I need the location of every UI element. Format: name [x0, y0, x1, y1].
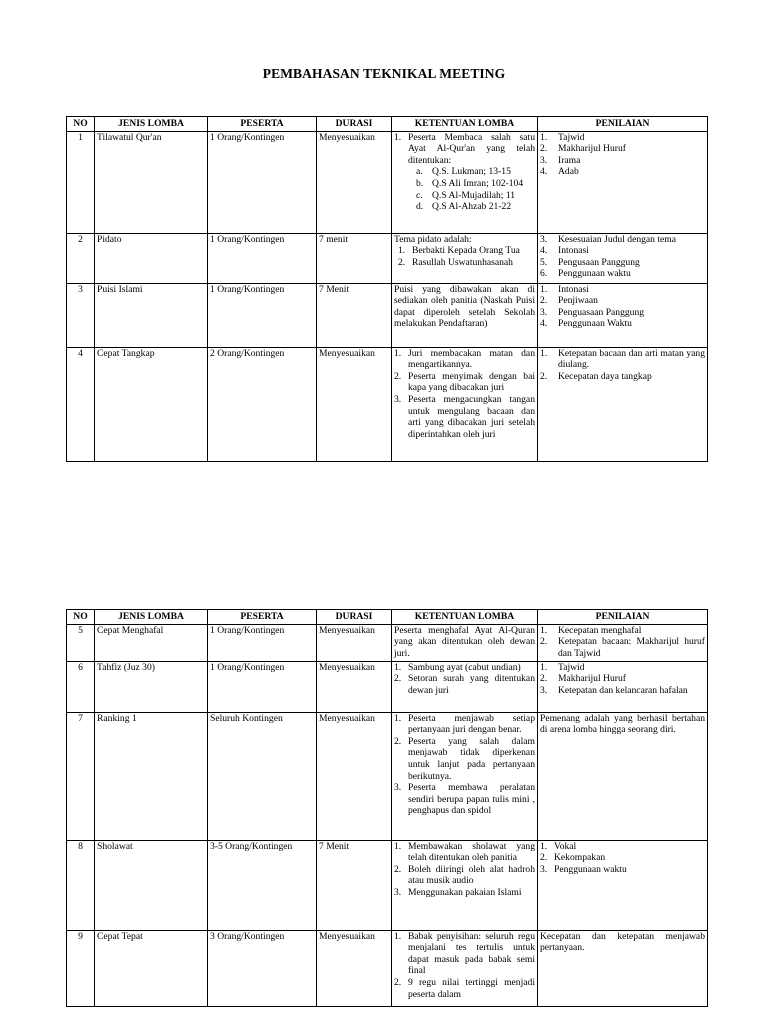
cell-peserta: 1 Orang/Kontingen [208, 661, 317, 712]
list-item: Q.S. Lukman; 13-15 [432, 166, 511, 178]
header-penilaian: PENILAIAN [538, 610, 708, 625]
cell-penilaian [538, 347, 708, 461]
list-item: Irama [558, 154, 581, 166]
cell-jenis: Puisi Islami [95, 283, 208, 347]
cell-jenis: Tahfiz (Juz 30) [95, 661, 208, 712]
cell-penilaian: Pemenang adalah yang berhasil bertahan di arena lomba hingga seorang diri. [538, 712, 708, 840]
cell-ketentuan: Peserta menghafal Ayat Al-Quran yang akan ditentukan oleh dewan juri. [392, 624, 538, 661]
list-item: Adab [558, 166, 579, 178]
list-item: Penggunaan waktu [554, 863, 627, 875]
list-item: Vokal [554, 840, 577, 852]
cell-no: 8 [67, 840, 95, 930]
page-title: PEMBAHASAN TEKNIKAL MEETING [262, 66, 506, 81]
list-item: Berbakti Kepada Orang Tua [412, 245, 520, 257]
table-row [67, 712, 708, 840]
cell-durasi: Menyesuaikan [317, 131, 392, 233]
cell-durasi: 7 menit [317, 233, 392, 283]
list-item: Peserta yang salah dalam menjawab tidak diperkenan untuk lanjut pada pertanyaan berikutnya. [408, 735, 535, 782]
list-item: Penguasaan Panggung [558, 306, 645, 318]
header-penilaian: PENILAIAN [538, 117, 708, 132]
list-item: Tajwid [558, 661, 585, 673]
cell-jenis: Ranking 1 [95, 712, 208, 840]
cell-jenis: Pidato [95, 233, 208, 283]
cell-durasi: Menyesuaikan [317, 712, 392, 840]
competition-table-2 [66, 609, 708, 1007]
table-header [67, 117, 708, 132]
cell-no: 1 [67, 131, 95, 233]
cell-penilaian [538, 661, 708, 712]
cell-jenis: Cepat Tangkap [95, 347, 208, 461]
cell-penilaian [538, 840, 708, 930]
list-item: Makharijul Huruf [558, 143, 626, 155]
list-item: Kecepatan menghafal [558, 624, 642, 636]
list-item: Menggunakan pakaian Islami [408, 886, 522, 898]
list-item: Rasullah Uswatunhasanah [412, 256, 513, 268]
cell-durasi: Menyesuaikan [317, 624, 392, 661]
cell-ketentuan [392, 712, 538, 840]
cell-durasi: Menyesuaikan [317, 347, 392, 461]
header-no: NO [67, 117, 95, 132]
table-row [67, 131, 708, 233]
list-item: Setoran surah yang ditentukan dewan juri [408, 673, 535, 696]
list-item: • 4. Intonasi [540, 245, 705, 257]
list-item: Q.S Al-Ahzab 21-22 [432, 201, 512, 213]
ketentuan-intro: Tema pidato adalah: [394, 233, 472, 245]
list-item: Penjiwaan [558, 295, 598, 307]
cell-ketentuan [392, 930, 538, 1006]
cell-no: 7 [67, 712, 95, 840]
table-row [67, 661, 708, 712]
list-item: Q.S Al-Mujadilah; 11 [432, 189, 516, 201]
cell-no: 3 [67, 283, 95, 347]
cell-no: 9 [67, 930, 95, 1006]
cell-peserta: 3 Orang/Kontingen [208, 930, 317, 1006]
cell-penilaian [538, 233, 708, 283]
cell-jenis: Sholawat [95, 840, 208, 930]
table-header [67, 610, 708, 625]
list-item: Peserta menyimak dengan bai kapa yang dibacakan juri [408, 370, 535, 394]
table-row [67, 347, 708, 461]
list-item: Kekompakan [554, 852, 606, 864]
cell-durasi: Menyesuaikan [317, 930, 392, 1006]
cell-ketentuan [392, 131, 538, 233]
header-peserta: PESERTA [208, 610, 317, 625]
cell-peserta: 1 Orang/Kontingen [208, 131, 317, 233]
list-item: Intonasi [558, 283, 589, 295]
cell-peserta: 1 Orang/Kontingen [208, 624, 317, 661]
cell-ketentuan: Puisi yang dibawakan akan di sediakan oleh panitia (Naskah Puisi dapat diperoleh setelah Sekolah melakukan Pendaftaran) [392, 283, 538, 347]
list-item: Babak penyisihan: seluruh regu menjalani tes tertulis untuk dapat masuk pada babak semi final [408, 930, 535, 977]
cell-durasi: Menyesuaikan [317, 661, 392, 712]
cell-no: 4 [67, 347, 95, 461]
cell-peserta: 2 Orang/Kontingen [208, 347, 317, 461]
list-item: Makharijul Huruf [558, 673, 626, 685]
header-jenis-lomba: JENIS LOMBA [95, 610, 208, 625]
cell-ketentuan [392, 347, 538, 461]
table-row [67, 233, 708, 283]
header-ketentuan-lomba: KETENTUAN LOMBA [392, 610, 538, 625]
cell-penilaian [538, 283, 708, 347]
cell-ketentuan [392, 233, 538, 283]
cell-penilaian [538, 624, 708, 661]
cell-peserta: 1 Orang/Kontingen [208, 233, 317, 283]
header-ketentuan-lomba: KETENTUAN LOMBA [392, 117, 538, 132]
list-item: Ketepatan bacaan: Makharijul huruf dan Tajwid [558, 636, 705, 659]
table-row [67, 283, 708, 347]
list-item: Peserta menjawab setiap pertanyaan juri dengan benar. [408, 712, 535, 736]
cell-penilaian [538, 131, 708, 233]
cell-penilaian: Kecepatan dan ketepatan menjawab pertanyaan. [538, 930, 708, 1006]
list-item: Peserta Membaca salah satu Ayat Al-Qur'an yang telah ditentukan: [408, 131, 535, 166]
list-item: Boleh diiringi oleh alat hadroh atau musik audio [408, 863, 535, 887]
list-item: • 3. Kesesuaian Judul dengan tema [540, 234, 705, 246]
cell-ketentuan [392, 840, 538, 930]
list-item: • 5. Pengusaan Panggung [540, 257, 705, 269]
list-item: Kecepatan daya tangkap [558, 370, 652, 382]
list-item: • 6. Penggunaan waktu [540, 268, 705, 280]
list-item: Membawakan sholawat yang telah ditentukan oleh panitia [408, 840, 535, 864]
cell-no: 2 [67, 233, 95, 283]
cell-durasi: 7 Menit [317, 840, 392, 930]
list-item: Ketepatan bacaan dan arti matan yang diulang. [558, 347, 705, 371]
list-item: 9 regu nilai tertinggi menjadi peserta dalam [408, 976, 535, 1000]
cell-jenis: Cepat Menghafal [95, 624, 208, 661]
competition-table-1 [66, 116, 708, 462]
list-item: Sambung ayat (cabut undian) [408, 661, 521, 673]
table-row [67, 624, 708, 661]
list-item: Penggunaan Waktu [558, 318, 632, 330]
cell-peserta: 1 Orang/Kontingen [208, 283, 317, 347]
cell-no: 5 [67, 624, 95, 661]
cell-jenis: Cepat Tepat [95, 930, 208, 1006]
list-item: Peserta membawa peralatan sendiri berupa papan tulis mini , penghapus dan spidol [408, 782, 535, 817]
header-durasi: DURASI [317, 117, 392, 132]
table-row [67, 840, 708, 930]
list-item: Q.S Ali Imran; 102-104 [432, 177, 524, 189]
list-item: Juri membacakan matan dan mengartikannya. [408, 347, 535, 371]
table-row [67, 930, 708, 1006]
header-durasi: DURASI [317, 610, 392, 625]
cell-peserta: 3-5 Orang/Kontingen [208, 840, 317, 930]
cell-no: 6 [67, 661, 95, 712]
cell-jenis: Tilawatul Qur'an [95, 131, 208, 233]
list-item: Peserta mengacungkan tangan untuk mengulang bacaan dan arti yang dibacakan juri setelah diperintahkan oleh juri [408, 393, 535, 440]
list-item: Tajwid [558, 131, 585, 143]
cell-durasi: 7 Menit [317, 283, 392, 347]
list-item: Ketepatan dan kelancaran hafalan [558, 684, 688, 696]
header-peserta: PESERTA [208, 117, 317, 132]
header-no: NO [67, 610, 95, 625]
cell-peserta: Seluruh Kontingen [208, 712, 317, 840]
header-jenis-lomba: JENIS LOMBA [95, 117, 208, 132]
cell-ketentuan [392, 661, 538, 712]
